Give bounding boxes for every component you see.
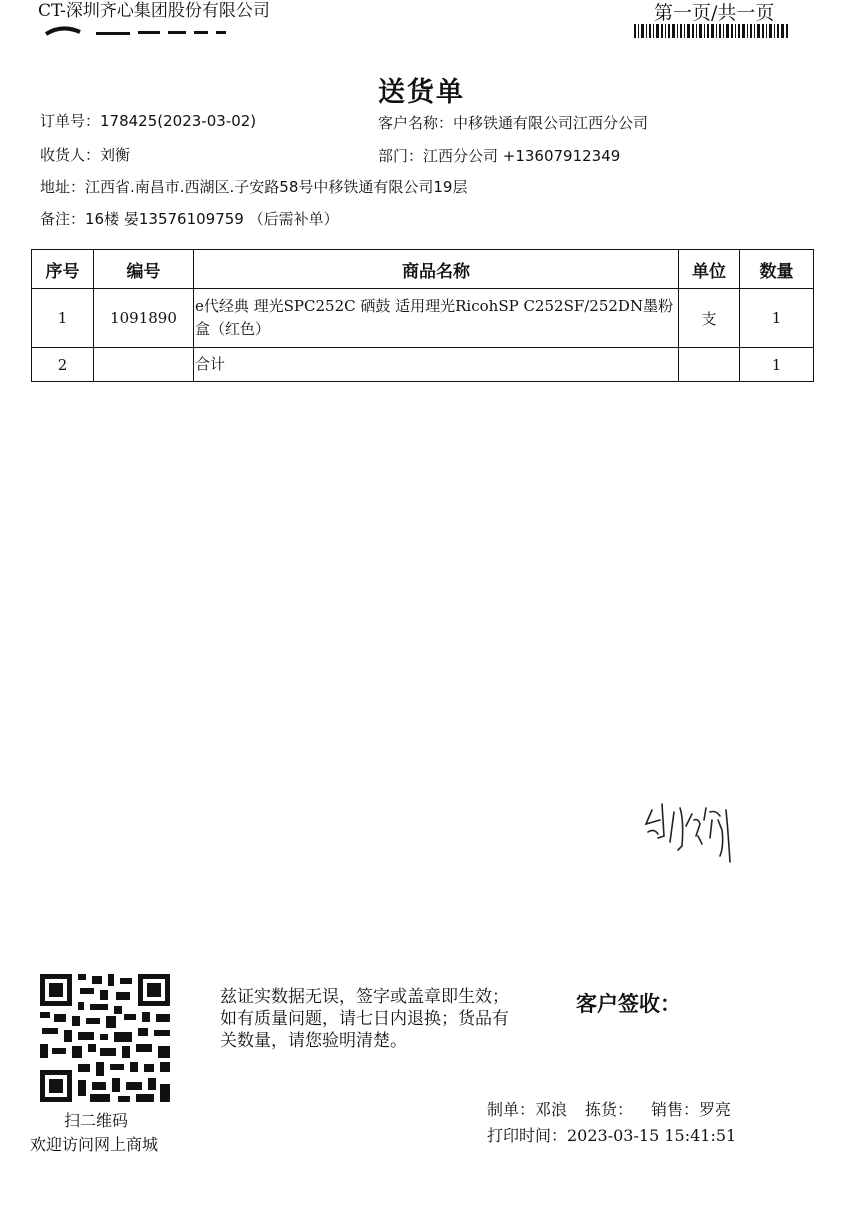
qr-code-icon xyxy=(38,972,172,1104)
department: 部门：江西分公司 +13607912349 xyxy=(378,147,621,165)
goods-table xyxy=(31,249,814,382)
remark: 备注：16楼 晏13576109759 （后需补单） xyxy=(40,210,339,228)
cell-unit xyxy=(679,348,740,382)
cell-total-quantity: 1 xyxy=(740,348,814,382)
qr-caption-scan: 扫二维码 xyxy=(64,1111,129,1130)
company-logo-icon xyxy=(44,22,244,42)
document-title: 送货单 xyxy=(378,77,465,108)
header-quantity: 数量 xyxy=(740,250,814,289)
cell-unit: 支 xyxy=(679,289,740,348)
header-product-name: 商品名称 xyxy=(194,250,679,289)
document-maker: 制单：邓浪 xyxy=(487,1100,568,1119)
barcode-icon xyxy=(634,24,788,38)
cell-product-name: e代经典 理光SPC252C 硒鼓 适用理光RicohSP C252SF/252DN墨粉盒（红色） xyxy=(194,289,679,348)
staff-line xyxy=(487,1097,731,1120)
header-code: 编号 xyxy=(94,250,194,289)
cell-code: 1091890 xyxy=(94,289,194,348)
qr-caption-mall: 欢迎访问网上商城 xyxy=(30,1135,159,1154)
table-row xyxy=(32,348,814,382)
confirmation-statement: 兹证实数据无误，签字或盖章即生效；如有质量问题，请七日内退换；货品有关数量，请您验明清楚。 xyxy=(220,987,509,1051)
header-unit: 单位 xyxy=(679,250,740,289)
cell-seq: 1 xyxy=(32,289,94,348)
cell-code xyxy=(94,348,194,382)
salesperson: 销售：罗亮 xyxy=(651,1100,732,1119)
customer-sign-label: 客户签收： xyxy=(576,992,681,1016)
order-number: 订单号：178425(2023-03-02) xyxy=(40,112,257,130)
consignee: 收货人：刘衡 xyxy=(40,146,131,164)
cell-quantity: 1 xyxy=(740,289,814,348)
customer-name: 客户名称：中移铁通有限公司江西分公司 xyxy=(378,114,649,132)
cell-total-label: 合计 xyxy=(194,348,679,382)
header-seq: 序号 xyxy=(32,250,94,289)
cell-seq: 2 xyxy=(32,348,94,382)
page-indicator: 第一页/共一页 xyxy=(654,2,775,24)
table-header-row xyxy=(32,250,814,289)
goods-picker: 拣货： xyxy=(585,1100,634,1119)
table-row xyxy=(32,289,814,348)
print-time: 打印时间：2023-03-15 15:41:51 xyxy=(487,1126,737,1145)
handwritten-signature-icon xyxy=(640,790,750,870)
address: 地址：江西省.南昌市.西湖区.子安路58号中移铁通有限公司19层 xyxy=(40,178,468,196)
company-name: CT-深圳齐心集团股份有限公司 xyxy=(38,1,270,21)
